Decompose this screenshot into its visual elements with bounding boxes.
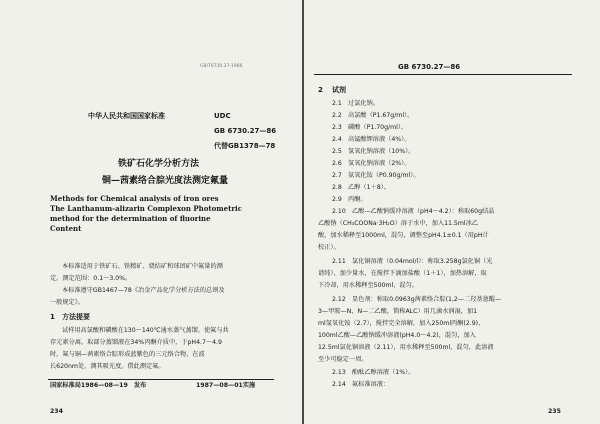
section-1-number: 1 bbox=[50, 313, 55, 321]
right-page bbox=[304, 0, 600, 424]
method-summary-line1: 试样用高氯酸和磷酸在130～140℃通水蒸气蒸馏。使氟与共 bbox=[62, 327, 229, 334]
library-stamp: GB/T6730.27-1986 bbox=[200, 64, 243, 69]
reagent-2-3: 2.3 磷酸（P1.70g/ml）。 bbox=[332, 124, 408, 131]
english-title-line1: Methods for Chemical analysis of iron ores bbox=[50, 194, 219, 203]
reagent-2-11-line2: 谱纯），加少量水，在搅拌下滴加盐酸（1＋1），加热溶解，取 bbox=[318, 270, 487, 277]
reagent-2-10-line4: 校正）。 bbox=[318, 244, 340, 251]
udc-label: UDC bbox=[214, 112, 231, 120]
reagent-2-12-line6: 至少可稳定一周。 bbox=[318, 356, 368, 363]
reagent-2-10-line2: 乙酸钠（CH₃COONa·3H₂O）溶于水中，加入11.5ml冰乙 bbox=[318, 220, 478, 227]
running-header: GB 6730.27—86 bbox=[398, 63, 461, 71]
reagent-2-12-line4: 100ml乙酸—乙酸钠缓冲溶液(pH4.0～4.2)，混匀，加入 bbox=[318, 332, 476, 339]
english-title-line4: Content bbox=[50, 224, 82, 233]
reagent-2-9: 2.9 丙酮。 bbox=[332, 196, 367, 203]
scope-line3: 本标准遵守GB1467—78《冶金产品化学分析方法的总则及 bbox=[62, 287, 225, 294]
reagent-2-12-line5: 12.5ml氯化铜溶液（2.11），用水稀释至500ml，混匀，此溶液 bbox=[318, 344, 494, 351]
reagent-2-6: 2.6 氢氧化钠溶液（2%）。 bbox=[332, 160, 411, 167]
document-title-line1: 铁矿石化学分析方法 bbox=[118, 159, 200, 169]
scope-line4: 一般规定》。 bbox=[50, 299, 85, 306]
reagent-2-4: 2.4 高锰酸钾溶液（4%）。 bbox=[332, 136, 411, 143]
reagent-2-7: 2.7 氨氧化铵（P0.90g/ml）。 bbox=[332, 172, 420, 179]
page-number-right: 235 bbox=[548, 408, 561, 415]
page-number-left: 234 bbox=[50, 408, 63, 415]
reagent-2-13: 2.13 酚酞乙醇溶液（1%）。 bbox=[332, 369, 415, 376]
scope-line2: 定。测定范围：0.1～3.0%。 bbox=[50, 275, 132, 282]
reagent-2-12-line1: 2.12 显色剂：称取0.0963g茜素络合腙(1,2—二羟基蒽醌— bbox=[332, 296, 502, 303]
reagent-2-10-line3: 酸，加水稀释至1000ml，混匀，调整至pH4.1±0.1（用pH计 bbox=[318, 232, 489, 239]
method-summary-line2: 存元素分离。取部分蒸馏液在34%丙酮介质中，于pH4.7～4.9 bbox=[50, 339, 222, 346]
reagent-2-11-line3: 下冷却，用水稀释至500ml，混匀。 bbox=[318, 282, 418, 289]
header-divider bbox=[314, 74, 572, 75]
replaces-standard: 代替GB1378—78 bbox=[214, 142, 276, 150]
reagent-2-5: 2.5 氢氧化钠溶液（10%）。 bbox=[332, 148, 415, 155]
reagent-2-11-line1: 2.11 氯化铜溶液（0.04mol/l）：称取3.258g氯化铜（光 bbox=[332, 258, 493, 265]
scope-line1: 本标准适用于铁矿石、铁精矿、烧结矿和球团矿中氟量的测 bbox=[62, 263, 223, 270]
issue-date: 国家标准局1986—08—19 发布 bbox=[50, 382, 147, 389]
implementation-date: 1987—08—01实施 bbox=[196, 382, 256, 389]
section-2-number: 2 bbox=[318, 86, 323, 94]
method-summary-line4: 长620nm处，测其吸光度。借此测定氟。 bbox=[50, 363, 165, 370]
reagent-2-10-line1: 2.10 乙酸—乙酸钠缓冲溶液（pH4～4.2）：称取60g结晶 bbox=[332, 208, 495, 215]
section-1-title: 方法提要 bbox=[62, 313, 90, 321]
national-standard-label: 中华人民共和国国家标准 bbox=[88, 112, 165, 120]
english-title-line3: method for the determination of fluorine bbox=[50, 214, 211, 223]
reagent-2-12-line3: ml氢氧化铵（2.7），搅拌完全溶解，加入250ml丙酮(2.9)、 bbox=[318, 320, 485, 327]
reagent-2-12-line2: 3—甲胺—N、N—二乙酸，简称ALC）用几滴水润湿，加1 bbox=[318, 308, 478, 315]
reagent-2-2: 2.2 高氯酸（P1.67g/ml）。 bbox=[332, 112, 414, 119]
document-title-line2: 铜—茜素络合腙光度法测定氟量 bbox=[102, 176, 229, 186]
reagent-2-14: 2.14 氟标准溶液： bbox=[332, 381, 390, 388]
reagent-2-1: 2.1 过氯化钠。 bbox=[332, 100, 379, 107]
footer-divider bbox=[48, 379, 274, 380]
section-2-title: 试剂 bbox=[332, 86, 346, 94]
english-title-line2: The Lanthanum-alizarin Complexon Photometric bbox=[50, 204, 242, 213]
standard-number: GB 6730.27—86 bbox=[214, 127, 277, 135]
method-summary-line3: 时，氟与铜—茜素络合腙形成蓝紫色的三元络合物，在波 bbox=[50, 351, 205, 358]
reagent-2-8: 2.8 乙醇（1＋8）。 bbox=[332, 184, 390, 191]
